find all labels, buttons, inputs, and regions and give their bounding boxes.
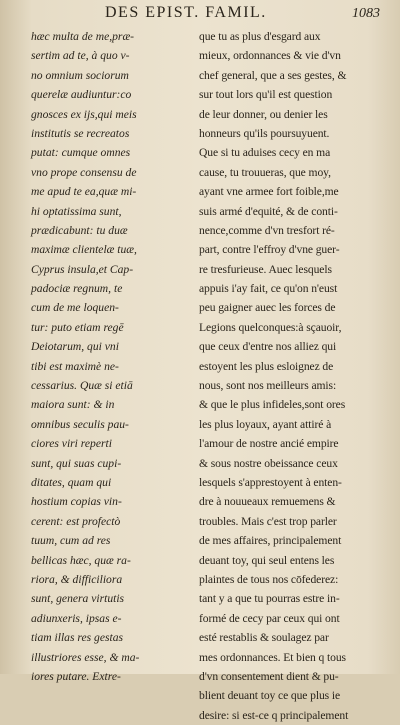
latin-text-line: hostium copias vin- <box>31 495 122 509</box>
latin-text-line: maiora sunt: & in <box>31 398 115 412</box>
latin-text-line: tur: puto etiam regē <box>31 320 124 334</box>
latin-text-line: bellicas hæc, quæ ra- <box>31 553 131 567</box>
french-text-line: mieux, ordonnances & vie d'vn <box>199 49 341 63</box>
french-text-line: cause, tu trouueras, que moy, <box>199 165 331 179</box>
latin-text-line: cerent: est profectò <box>31 514 121 528</box>
latin-text-line: padociæ regnum, te <box>31 282 123 296</box>
french-text-line: ayant vne armee fort foible,me <box>199 185 339 199</box>
french-text-line: Que si tu aduises cecy en ma <box>199 146 331 160</box>
latin-text-line: sunt, qui suas cupi- <box>31 456 122 470</box>
page-number: 1083 <box>352 6 380 21</box>
latin-text-line: tuum, cum ad res <box>31 534 111 548</box>
latin-text-line: gnosces ex ijs,qui meis <box>31 107 137 121</box>
latin-text-line: illustriores esse, & ma- <box>31 650 140 664</box>
french-text-line: plaintes de tous nos cōfederez: <box>199 572 339 586</box>
french-text-line: suis armé d'equité, & de conti- <box>199 204 338 218</box>
latin-text-line: adiunxeris, ipsas e- <box>31 611 122 625</box>
french-text-line: de leur donner, ou denier les <box>199 107 328 121</box>
french-text-line: l'amour de nostre ancié empire <box>199 437 339 451</box>
french-text-line: dre à nouueaux remuemens & <box>199 495 336 509</box>
latin-text-line: putat: cumque omnes <box>31 146 131 160</box>
latin-text-line: omnibus seculis pau- <box>31 417 129 431</box>
latin-text-line: prædicabunt: tu duæ <box>31 223 128 237</box>
french-text-line: esté restablis & soulagez par <box>199 631 329 645</box>
french-text-column <box>199 27 385 725</box>
french-text-line: nous, sont nos meilleurs amis: <box>199 379 337 393</box>
french-text-line: de mes affaires, principalement <box>199 534 342 548</box>
french-text-line: part, contre l'effroy d'vne guer- <box>199 243 340 257</box>
latin-text-line: institutis se recreatos <box>31 126 130 140</box>
french-text-line: estoyent les plus esloignez de <box>199 359 334 373</box>
french-text-line: sur tout lors qu'il est question <box>199 88 333 102</box>
latin-text-line: riora, & difficiliora <box>31 572 123 586</box>
french-text-line: les plus loyaux, ayant attiré à <box>199 417 332 431</box>
french-text-line: deuant toy, qui seul entens les <box>199 553 335 567</box>
latin-text-line: sunt, genera virtutis <box>31 592 125 606</box>
latin-text-line: tiam illas res gestas <box>31 631 124 645</box>
french-text-line: troubles. Mais c'est trop parler <box>199 514 337 528</box>
running-title: DES EPIST. FAMIL. <box>105 4 267 21</box>
french-text-line: desire: si est-ce q principalement <box>199 708 349 722</box>
french-text-line: que ceux d'entre nos alliez qui <box>199 340 337 354</box>
latin-text-line: me apud te ea,quæ mi- <box>31 185 137 199</box>
latin-text-line: maximæ clientelæ tuæ, <box>31 243 137 257</box>
french-text-line: Legions quelconques:à sçauoir, <box>199 320 342 334</box>
french-text-line: blient deuant toy ce que plus ie <box>199 689 341 703</box>
latin-text-line: cessarius. Quæ si etiā <box>31 379 133 393</box>
french-text-line: nence,comme d'vn tresfort ré- <box>199 223 335 237</box>
french-text-line: formé de cecy par ceux qui ont <box>199 611 340 625</box>
latin-text-line: hæc multa de me,præ- <box>31 30 135 43</box>
french-text-line: chef general, que a ses gestes, & <box>199 68 347 82</box>
latin-text-line: ditates, quam qui <box>31 475 112 489</box>
french-text-line: lesquels s'apprestoyent à enten- <box>199 475 342 489</box>
french-text-line: peu gaigner auec les forces de <box>199 301 336 315</box>
latin-text-line: Deiotarum, qui vni <box>31 340 119 354</box>
latin-text-line: cum de me loquen- <box>31 301 119 315</box>
french-text-line: que tu as plus d'esgard aux <box>199 30 321 43</box>
page-header <box>0 4 400 26</box>
french-text-line: tant y a que tu pourras estre in- <box>199 592 340 606</box>
latin-text-line: tibi est maximè ne- <box>31 359 119 373</box>
latin-text-line: iores putare. Extre- <box>31 669 121 683</box>
latin-text-line: sertim ad te, à quo v- <box>31 49 130 63</box>
french-text-line: d'vn consentement dient & pu- <box>199 669 339 683</box>
french-text-line: & sous nostre obeissance ceux <box>199 456 338 470</box>
latin-text-line: vno prope consensu de <box>31 165 137 179</box>
latin-text-line: no omnium sociorum <box>31 68 129 82</box>
french-text-line: & que le plus infideles,sont ores <box>199 398 346 412</box>
french-text-line: appuis i'ay fait, ce qu'on n'eust <box>199 282 338 296</box>
french-text-line: honneurs qu'ils poursuyuent. <box>199 126 330 140</box>
latin-text-line: ciores viri reperti <box>31 437 112 451</box>
latin-text-line: Cyprus insula,et Cap- <box>31 262 134 276</box>
french-text-line: mes ordonnances. Et bien q tous <box>199 650 346 664</box>
latin-text-line: hi optatissima sunt, <box>31 204 122 218</box>
latin-text-column <box>31 27 193 686</box>
french-text-line: re tresfurieuse. Auec lesquels <box>199 262 332 276</box>
latin-text-line: querelæ audiuntur:co <box>31 88 132 102</box>
